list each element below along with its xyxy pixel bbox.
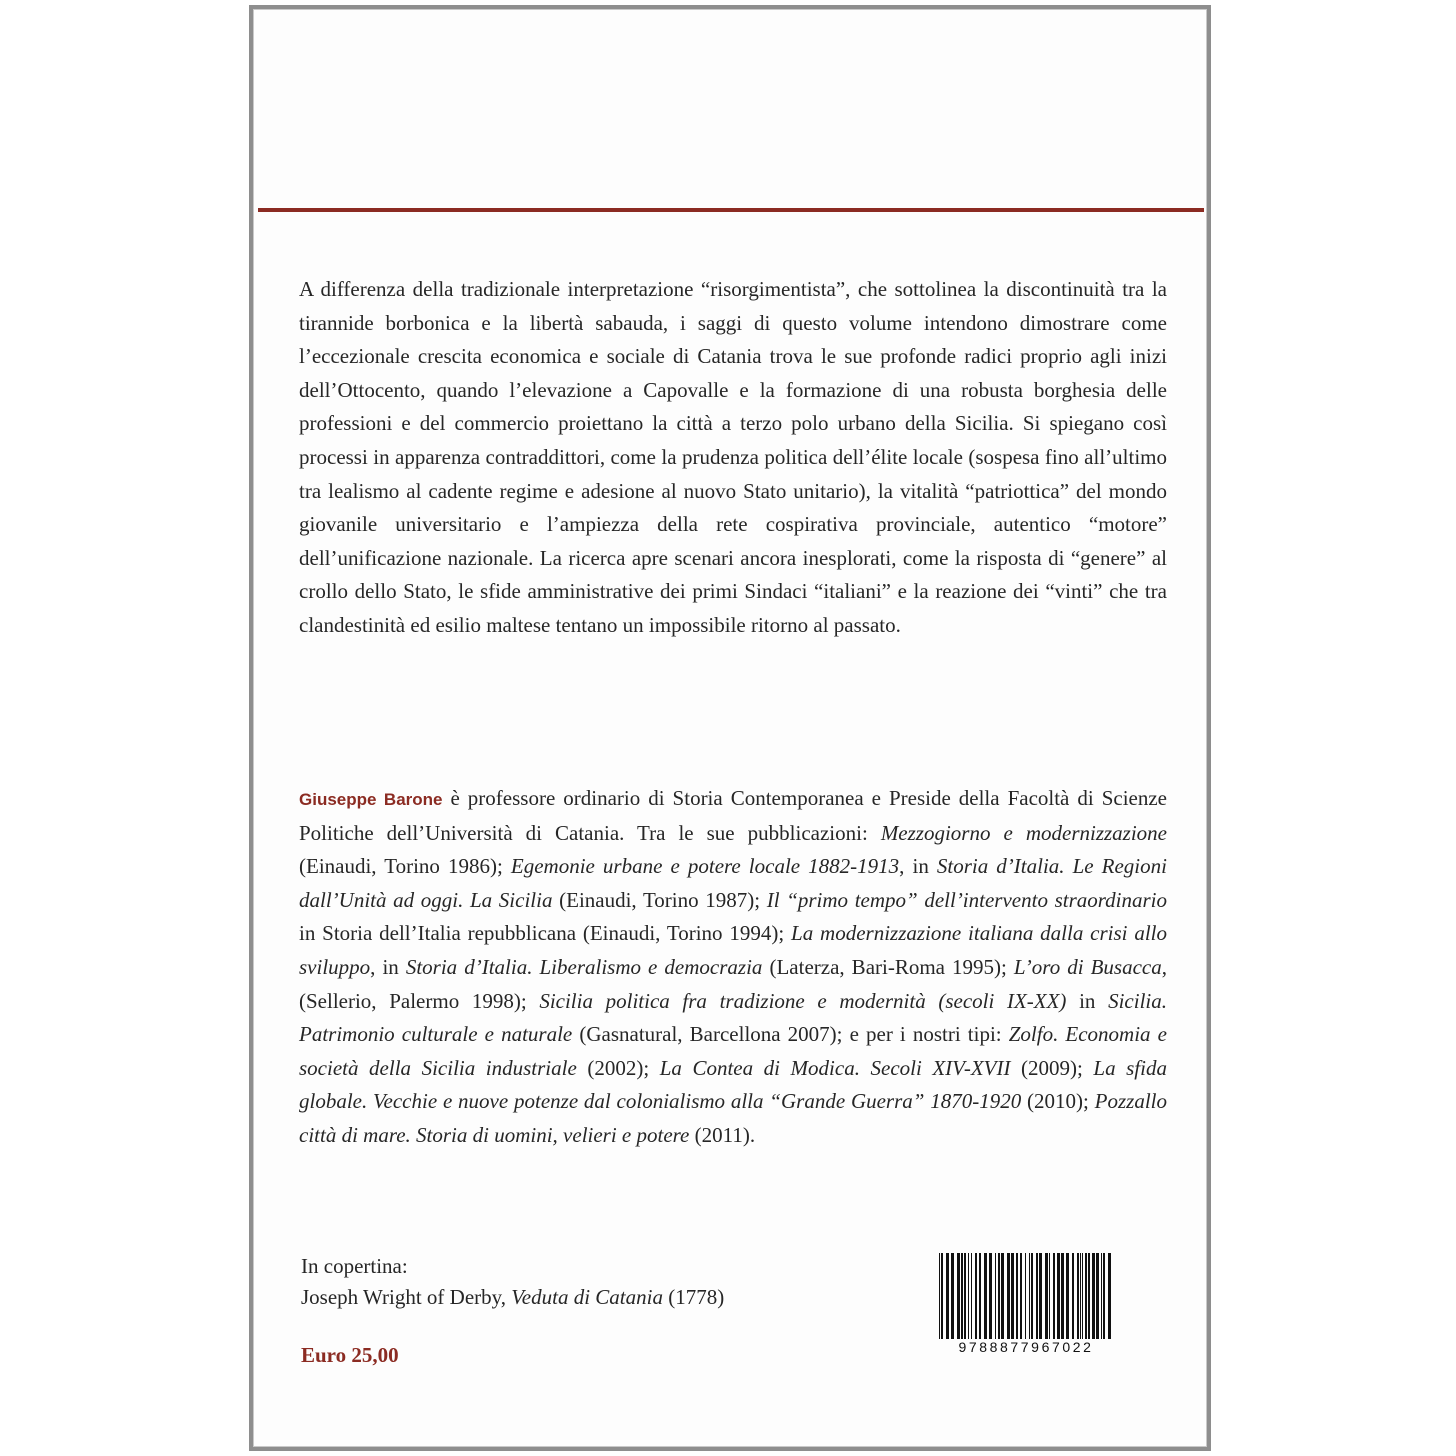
barcode-bar [989,1253,992,1345]
barcode-bar [1053,1253,1055,1345]
barcode-bar [1061,1253,1064,1345]
barcode-bar [1045,1253,1048,1345]
bio-text-13: (2010); [1021,1089,1095,1114]
bio-text-5: in Storia dell’Italia repubblicana (Einaudi, Torino 1994); [299,921,792,946]
barcode-bars [933,1249,1119,1345]
bio-text-1: è professore ordinario di Storia Contemporanea e Preside della Facoltà di Scienze Politiche dell’Università di Catania. Tra le sue pubblicazioni: [299,786,1167,845]
barcode-bar [939,1253,940,1345]
barcode-bar [1080,1253,1081,1345]
barcode-bar [1016,1253,1018,1345]
price: Euro 25,00 [301,1343,399,1367]
barcode-bar [1039,1253,1042,1345]
cover-credit [301,1251,724,1313]
barcode-digits: 9788877967022 [933,1339,1119,1355]
barcode-bar [1072,1253,1074,1345]
barcode-bar [1001,1253,1004,1345]
cover-artwork-title: Veduta di Catania [511,1285,663,1309]
cover-credit-line [301,1282,724,1313]
book-description: A differenza della tradizionale interpretazione “risorgimentista”, che sottolinea la discontinuità tra la tirannide borbonica e la libertà sabauda, i saggi di questo volume intendono dimostrare come l’eccezionale crescita economica e sociale di Catania trova le sue profonde radici proprio agli inizi dell’Ottocento, quando l’elevazione a Capovalle e la formazione di una robusta borghesia delle professioni e del commercio proiettano la città a terzo polo urbano della Sicilia. Si spiegano così processi in apparenza contraddittori, come la prudenza politica dell’élite locale (sospesa fino all’ultimo tra lealismo al cadente regime e adesione al nuovo Stato unitario), la vitalità “patriottica” del mondo giovanile universitario e l’ampiezza della rete cospirativa provinciale, autentico “motore” dell’unificazione nazionale. La ricerca apre scenari ancora inesplorati, come la risposta di “genere” al crollo dello Stato, le sfide amministrative dei primi Sindaci “italiani” e la reazione dei “vinti” che tra clandestinità ed esilio maltese tentano un impossibile ritorno al passato. [299,277,1167,637]
back-cover [249,5,1211,1451]
cover-artwork-year: (1778) [662,1285,725,1309]
bio-text-4: (Einaudi, Torino 1987); [552,887,767,912]
bio-title-4: Il “primo tempo” dell’intervento straordinario [766,887,1168,912]
bio-text-3: , in [899,854,937,879]
barcode-bar [946,1253,949,1345]
barcode-bar [951,1253,954,1345]
barcode-bar [971,1253,972,1345]
cover-artist: Joseph Wright of Derby, [301,1285,512,1309]
bio-text-2: (Einaudi, Torino 1986); [299,854,511,879]
barcode-bar [995,1253,996,1345]
barcode-bar [964,1253,966,1345]
barcode-bar [1049,1253,1050,1345]
bio-text-7: (Laterza, Bari-Roma 1995); [762,954,1014,979]
bio-title-11: La Contea di Modica. Secoli XIV-XVII [659,1055,1011,1080]
bio-text-11: (2002); [576,1055,660,1080]
barcode-bar [1025,1253,1026,1345]
barcode-bar [1103,1253,1105,1345]
bio-text-12: (2009); [1010,1055,1094,1080]
barcode-bar [941,1253,943,1345]
bio-title-3: Storia d’Italia. Le Regioni dall’Unità ad oggi. La Sicilia [299,854,1167,912]
barcode-bar [1036,1253,1038,1345]
bio-text-9: in [1066,988,1109,1013]
barcode-bar [1031,1253,1033,1345]
barcode-bar [979,1253,981,1345]
barcode-bar [1057,1253,1060,1345]
bio-text-8: , (Sellerio, Palermo 1998); [299,954,1167,1013]
isbn-barcode [933,1249,1119,1361]
bio-title-10: Zolfo. Economia e società della Sicilia industriale [299,1022,1167,1080]
barcode-bar [1096,1253,1099,1345]
barcode-bar [984,1253,987,1345]
barcode-bar [975,1253,977,1345]
barcode-bar [1092,1253,1095,1345]
bio-title-1: Mezzogiorno e modernizzazione [880,820,1168,845]
bio-title-7: L’oro di Busacca [1013,954,1162,979]
barcode-bar [961,1253,963,1345]
bio-title-9: Sicilia. Patrimonio culturale e naturale [299,988,1167,1047]
barcode-bar [1007,1253,1010,1345]
bio-title-2: Egemonie urbane e potere locale 1882-1913 [510,854,900,879]
bio-title-12: La sfida globale. Vecchie e nuove potenze dal colonialismo alla “Grande Guerra” 1870-1920 [299,1055,1167,1114]
red-divider-line [258,208,1204,212]
barcode-bar [998,1253,1000,1345]
bio-title-6: Storia d’Italia. Liberalismo e democrazia [405,954,763,979]
barcode-bar [1011,1253,1014,1345]
bio-text-14: (2011). [689,1122,756,1147]
bio-title-5: La modernizzazione italiana dalla crisi allo sviluppo [299,921,1168,979]
barcode-bar [1088,1253,1090,1345]
barcode-bar [1108,1253,1111,1345]
barcode-bar [968,1253,969,1345]
barcode-bar [957,1253,960,1345]
bio-title-8: Sicilia politica fra tradizione e modernità (secoli IX-XX) [539,988,1067,1013]
author-name: Giuseppe Barone [299,790,443,809]
cover-credit-label: In copertina: [301,1254,408,1278]
barcode-bar [1020,1253,1022,1345]
barcode-bar [1029,1253,1030,1345]
barcode-bar [1085,1253,1087,1345]
bio-text-10: (Gasnatural, Barcellona 2007); e per i nostri tipi: [572,1022,1009,1047]
barcode-bar [1077,1253,1079,1345]
barcode-bar [1066,1253,1069,1345]
author-bio [299,782,1167,1153]
barcode-bar [1101,1253,1102,1345]
bio-text-6: , in [370,954,406,979]
barcode-bar [1082,1253,1083,1345]
bio-title-13: Pozzallo città di mare. Storia di uomini, velieri e potere [299,1089,1168,1147]
